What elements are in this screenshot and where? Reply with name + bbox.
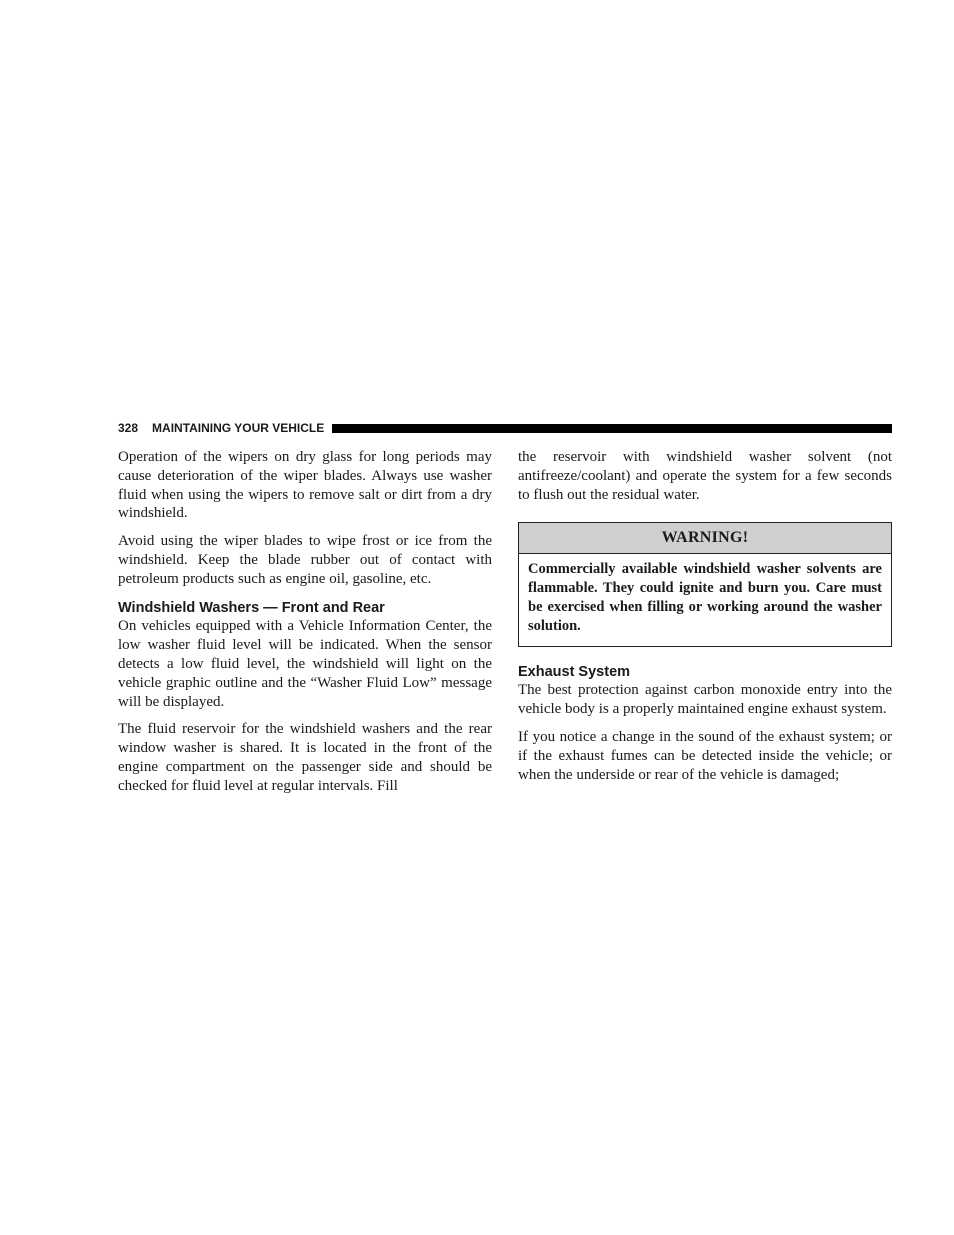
warning-text: Commercially available windshield washer solvents are flammable. They could ignite and burn you. Care must be exercised when filling or working around the washer solution. bbox=[528, 561, 882, 634]
heading-exhaust-system: Exhaust System bbox=[518, 663, 631, 680]
heading-windshield-washers: Windshield Washers — Front and Rear bbox=[118, 599, 385, 616]
paragraph-exhaust-change: If you notice a change in the sound of the exhaust system; or if the exhaust fumes can be detected inside the vehicle; or when the underside or rear of the vehicle is damaged; bbox=[518, 728, 892, 783]
left-column bbox=[118, 448, 492, 805]
paragraph-wiper-operation: Operation of the wipers on dry glass for long periods may cause deterioration of the wiper blades. Always use washer fluid when using the wipers to remove salt or dirt from a dry windshield. bbox=[118, 449, 492, 522]
paragraph-exhaust-protection: The best protection against carbon monoxide entry into the vehicle body is a properly maintained engine exhaust system. bbox=[518, 682, 892, 718]
warning-box bbox=[518, 522, 892, 646]
paragraph-reservoir-fill: the reservoir with windshield washer solvent (not antifreeze/coolant) and operate the system for a few seconds to flush out the residual water. bbox=[518, 449, 892, 503]
right-column bbox=[518, 448, 892, 793]
section-title: MAINTAINING YOUR VEHICLE bbox=[152, 421, 325, 435]
page-number: 328 bbox=[118, 421, 139, 435]
paragraph-fluid-reservoir: The fluid reservoir for the windshield washers and the rear window washer is shared. It is located in the front of the engine compartment on the passenger side and should be checked for fluid level at regular intervals. Fill bbox=[118, 721, 492, 794]
paragraph-washer-fluid-level: On vehicles equipped with a Vehicle Information Center, the low washer fluid level will be indicated. When the sensor detects a low fluid level, the windshield will light on the vehicle graphic outline and the “Washer Fluid Low” message will be displayed. bbox=[118, 618, 492, 710]
paragraph-wiper-frost: Avoid using the wiper blades to wipe frost or ice from the windshield. Keep the blade rubber out of contact with petroleum products such as engine oil, gasoline, etc. bbox=[118, 533, 492, 587]
page-header bbox=[118, 420, 892, 436]
warning-title: WARNING! bbox=[519, 523, 891, 554]
header-rule bbox=[332, 424, 892, 433]
